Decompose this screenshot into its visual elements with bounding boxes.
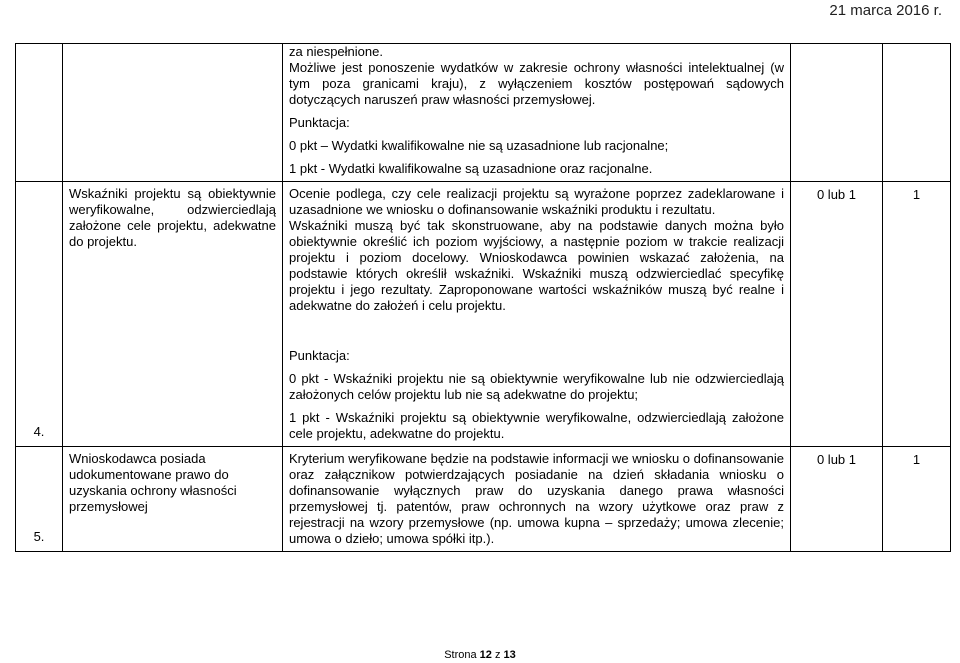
table-row [16, 44, 951, 182]
row5-name-cell [63, 447, 283, 552]
row3-name-cell [63, 44, 283, 182]
score-0: 0 pkt - Wskaźniki projektu nie są obiektywnie weryfikowalne lub nie odzwierciedlają założonych celów projektu lub nie są adekwatne do projektu; [289, 371, 784, 402]
row3-criterion-paragraph: Możliwe jest ponoszenie wydatków w zakresie ochrony własności intelektualnej (w tym poza granicami kraju), z wyłączeniem kosztów postępowań sądowych dotyczących naruszeń praw własności przemysłowej. [289, 60, 784, 107]
header-date: 21 marca 2016 r. [829, 2, 942, 19]
weight-value: 1 [912, 452, 921, 467]
row3-weight-cell [883, 44, 951, 182]
row3-number-cell [16, 44, 63, 182]
row5-criterion-cell [283, 447, 791, 552]
row3-scoring-label: Punktacja: [289, 115, 350, 130]
table-row [16, 182, 951, 447]
row4-points-cell [791, 182, 883, 447]
row5-weight-cell [883, 447, 951, 552]
criterion-number: 4. [33, 424, 45, 439]
row4-weight-cell [883, 182, 951, 447]
page-footer [0, 649, 960, 661]
row4-criterion-cell [283, 182, 791, 447]
criterion-number: 5. [33, 529, 45, 544]
row3-criterion-cell [283, 44, 791, 182]
points-value: 0 lub 1 [816, 452, 857, 467]
criterion-description: Wskaźniki muszą być tak skonstruowane, aby na podstawie danych można było obiektywnie określić ich poziom wyjściowy, a następnie poziom w trakcie realizacji projektu i poziom docelowy. Wnioskodawca powinien wskazać założenia, na podstawie których określił wskaźniki. Wskaźniki muszą odzwierciedlać specyfikę projektu i jego rezultaty. Zaproponowane wartości wskaźników muszą być realne i adekwatne do założeń i celu projektu. [289, 218, 784, 313]
row3-criterion-line: za niespełnione. [289, 44, 383, 59]
criterion-name: Wnioskodawca posiada udokumentowane prawo do uzyskania ochrony własności przemysłowej [69, 451, 237, 514]
row3-score-1: 1 pkt - Wydatki kwalifikowalne są uzasadnione oraz racjonalne. [289, 161, 653, 176]
criterion-name: Wskaźniki projektu są obiektywnie weryfikowalne, odzwierciedlają założone cele projektu, adekwatne do projektu. [69, 186, 276, 249]
footer-of: z [494, 649, 501, 661]
criterion-description: Kryterium weryfikowane będzie na podstawie informacji we wniosku o dofinansowanie oraz załącznikow potwierdzających posiadanie na dzień składania wniosku o dofinansowanie wyłącznych praw do uzyskania danego prawa własności przemysłowej tj. patentów, praw ochronnych na wzory użytkowe oraz praw z rejestracji na wzory przemysłowe (np. umowa kupna – sprzedaży; umowa zlecenie; umowa o dzieło; umowa spółki itp.). [289, 451, 784, 546]
table-row [16, 447, 951, 552]
footer-prefix: Strona [444, 649, 477, 661]
footer-page: 12 [479, 649, 492, 661]
row4-name-cell [63, 182, 283, 447]
score-1: 1 pkt - Wskaźniki projektu są obiektywnie weryfikowalne, odzwierciedlają założone cele projektu, adekwatne do projektu. [289, 410, 784, 441]
row5-number-cell [16, 447, 63, 552]
footer-total: 13 [503, 649, 516, 661]
criterion-description: Ocenie podlega, czy cele realizacji projektu są wyrażone poprzez zadeklarowane i uzasadnione we wniosku o dofinansowanie wskaźniki produktu i rezultatu. [289, 186, 784, 217]
row3-points-cell [791, 44, 883, 182]
points-value: 0 lub 1 [816, 187, 857, 202]
scoring-label: Punktacja: [289, 348, 350, 363]
row3-score-0: 0 pkt – Wydatki kwalifikowalne nie są uzasadnione lub racjonalne; [289, 138, 669, 153]
weight-value: 1 [912, 187, 921, 202]
row4-number-cell [16, 182, 63, 447]
criteria-table [15, 43, 951, 552]
row5-points-cell [791, 447, 883, 552]
